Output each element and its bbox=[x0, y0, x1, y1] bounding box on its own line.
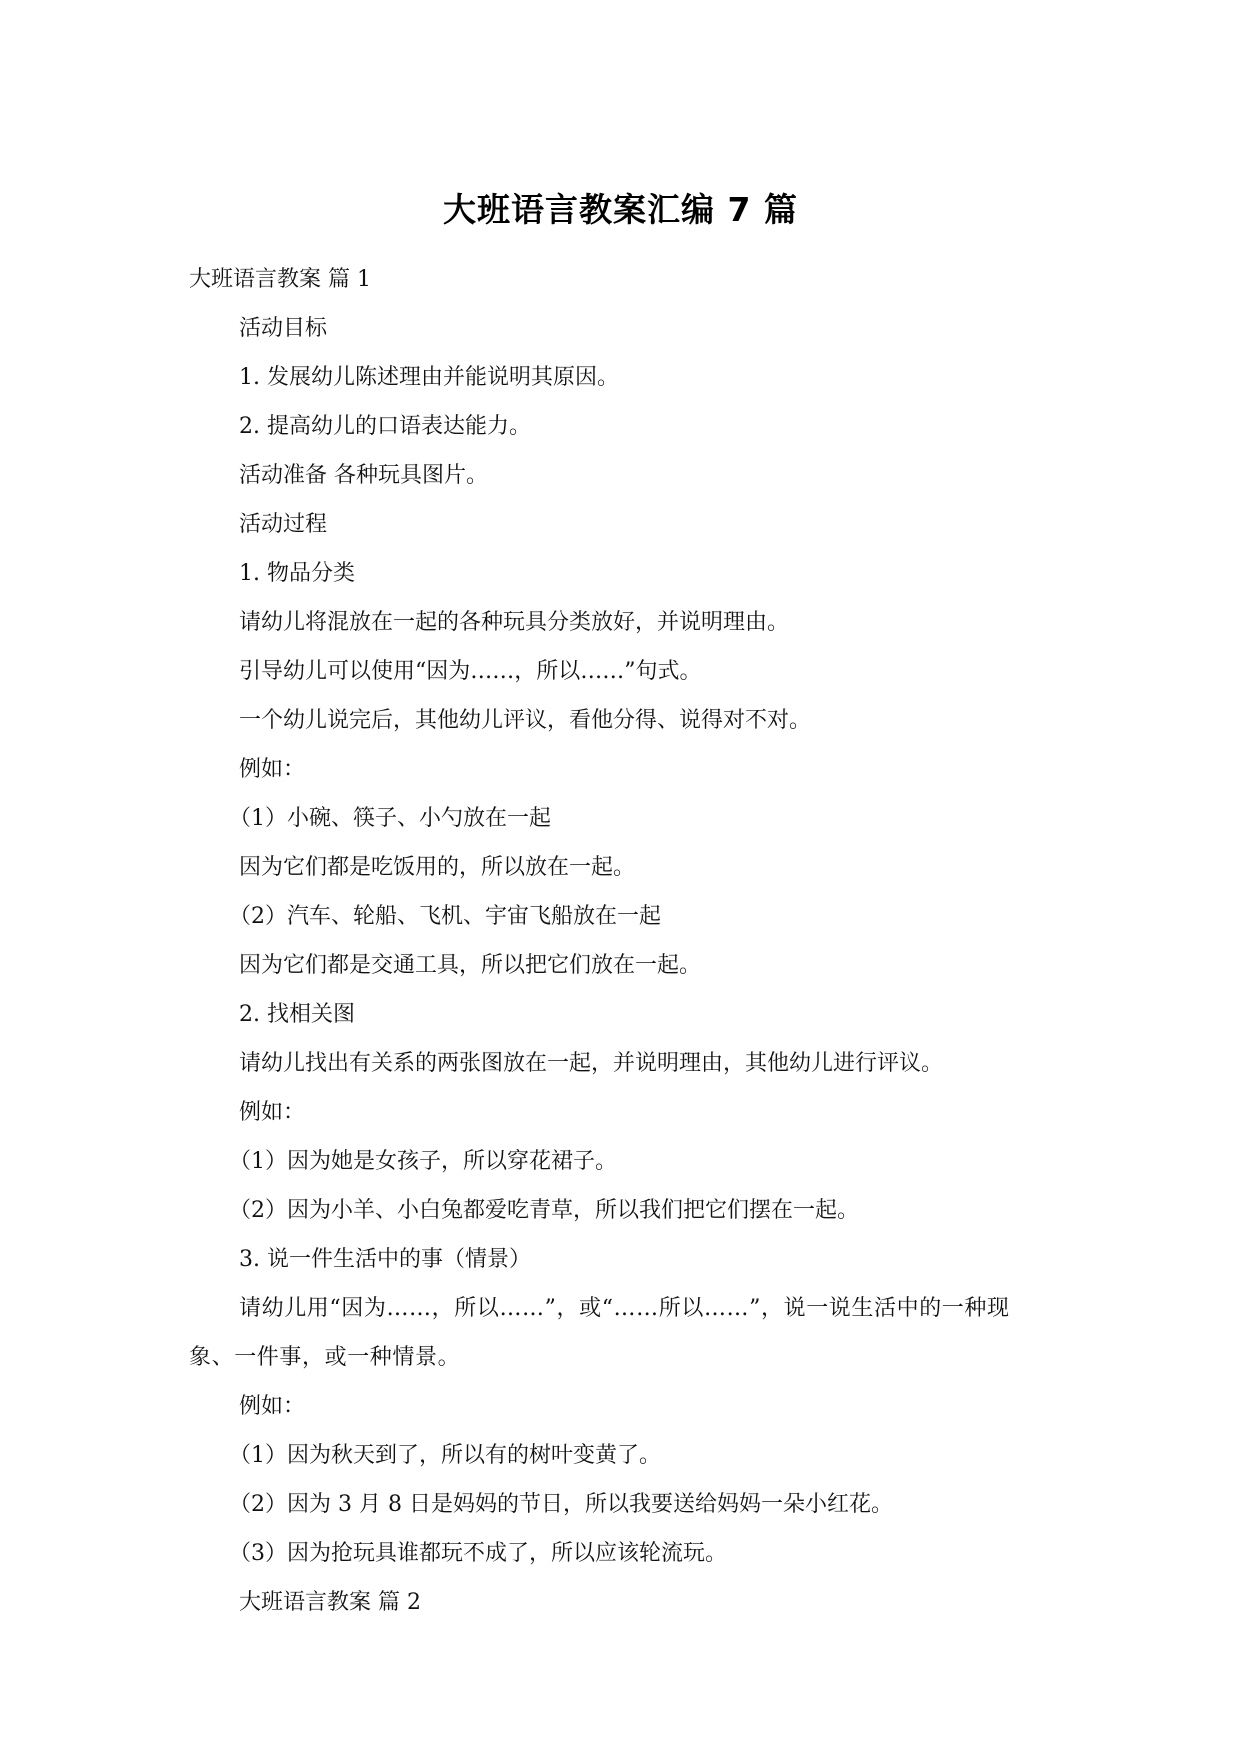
paragraph-line: （1）小碗、筷子、小勺放在一起 bbox=[229, 806, 551, 831]
paragraph-line: 大班语言教案 篇 2 bbox=[239, 1590, 421, 1615]
document-title: 大班语言教案汇编 7 篇 bbox=[443, 190, 798, 229]
paragraph-line: 一个幼儿说完后，其他幼儿评议，看他分得、说得对不对。 bbox=[239, 708, 812, 733]
paragraph-line: 活动准备 各种玩具图片。 bbox=[239, 463, 488, 488]
paragraph-line: 2. 提高幼儿的口语表达能力。 bbox=[239, 414, 531, 439]
paragraph-line: （1）因为秋天到了，所以有的树叶变黄了。 bbox=[229, 1443, 661, 1468]
paragraph-line: 因为它们都是交通工具，所以把它们放在一起。 bbox=[239, 953, 702, 978]
paragraph-line: 活动过程 bbox=[239, 512, 328, 537]
paragraph-line: （1）因为她是女孩子，所以穿花裙子。 bbox=[229, 1149, 617, 1174]
paragraph-line: 1. 物品分类 bbox=[239, 561, 355, 586]
paragraph-line: 引导幼儿可以使用“因为……，所以……”句式。 bbox=[239, 659, 702, 684]
paragraph-line: （2）因为 3 月 8 日是妈妈的节日，所以我要送给妈妈一朵小红花。 bbox=[229, 1492, 893, 1517]
paragraph-line: 3. 说一件生活中的事（情景） bbox=[239, 1247, 531, 1272]
paragraph-line: 请幼儿找出有关系的两张图放在一起，并说明理由，其他幼儿进行评议。 bbox=[239, 1051, 944, 1076]
paragraph-line: 例如： bbox=[239, 1394, 306, 1419]
paragraph-line: 活动目标 bbox=[239, 316, 328, 341]
paragraph-line: 因为它们都是吃饭用的，所以放在一起。 bbox=[239, 855, 636, 880]
paragraph-line: （2）汽车、轮船、飞机、宇宙飞船放在一起 bbox=[229, 904, 661, 929]
paragraph-line: 请幼儿将混放在一起的各种玩具分类放好，并说明理由。 bbox=[239, 610, 790, 635]
document-body bbox=[189, 255, 1049, 1627]
paragraph-line: 例如： bbox=[239, 757, 306, 782]
paragraph-line: （2）因为小羊、小白兔都爱吃青草，所以我们把它们摆在一起。 bbox=[229, 1198, 859, 1223]
paragraph-line: 例如： bbox=[239, 1100, 306, 1125]
paragraph-line: （3）因为抢玩具谁都玩不成了，所以应该轮流玩。 bbox=[229, 1541, 727, 1566]
paragraph-line: 请幼儿用“因为……，所以……”，或“……所以……”，说一说生活中的一种现象、一件事，或一种情景。 bbox=[189, 1296, 1010, 1370]
paragraph-line: 1. 发展幼儿陈述理由并能说明其原因。 bbox=[239, 365, 619, 390]
paragraph-line: 2. 找相关图 bbox=[239, 1002, 355, 1027]
paragraph-line: 大班语言教案 篇 1 bbox=[189, 267, 371, 292]
